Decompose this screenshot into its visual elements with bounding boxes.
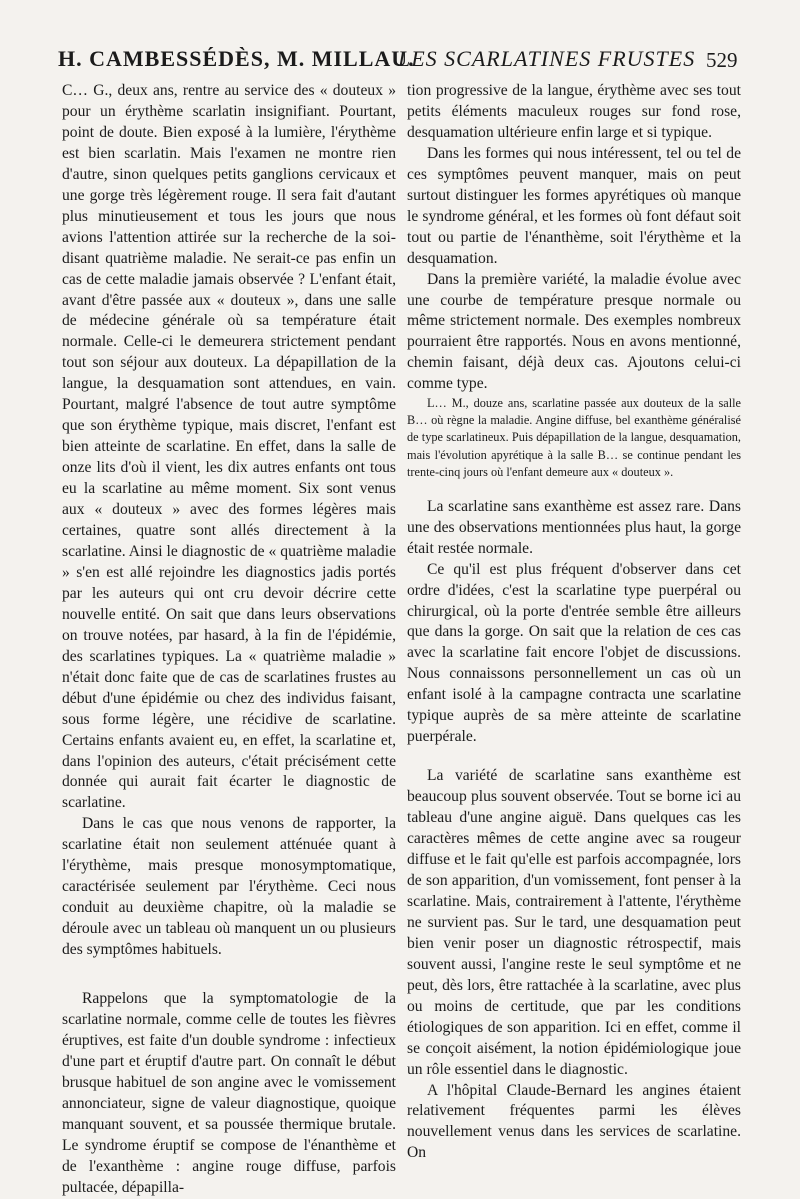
- paragraph: Dans les formes qui nous intéressent, tel ou tel de ces symptômes peuvent manquer, mais on peut surtout distinguer les formes apyrétiques où manque le syndrome général, et les formes où font défaut soit tout ou partie de l'énanthème, soit l'érythème et la desquamation.: [407, 144, 741, 267]
- paragraph: Dans la première variété, la maladie évolue avec une courbe de température presque normale ou même strictement normale. Des exemples nombreux pourraient être rapportés. Nous en avons mentionné, chemin faisant, déjà deux cas. Ajoutons celui-ci comme type.: [407, 270, 741, 393]
- running-header: [58, 40, 748, 80]
- right-column: [407, 81, 741, 1164]
- section-break: [62, 961, 396, 989]
- paragraph: Ce qu'il est plus fréquent d'observer dans cet ordre d'idées, c'est la scarlatine type puerpéral ou chirurgical, où la porte d'entrée semble être ailleurs que dans la gorge. On sait que la relation de ces cas avec la scarlatine fait encore l'objet de discussions. Nous connaissons personnellement un cas où un enfant isolé à la campagne contracta une scarlatine typique auprès de sa mère atteinte de scarlatine puerpérale.: [407, 560, 741, 746]
- paragraph: La variété de scarlatine sans exanthème est beaucoup plus souvent observée. Tout se borne ici au tableau d'une angine aiguë. Dans quelques cas les caractères mêmes de cette angine avec sa rougeur diffuse et le fait qu'elle est parfois accompagnée, lors de son apparition, d'un vomissement, font penser à la scarlatine. Mais, contrairement à l'attente, l'érythème ne survient pas. Sur le tard, une desquamation peut bien venir poser un diagnostic rétrospectif, mais souvent aussi, l'angine reste le seul symptôme et ne peut, dès lors, être rattachée à la scarlatine, avec plus ou moins de certitude, que par les conditions étiologiques de son apparition. Ici en effet, comme il se conçoit aisément, la notion épidémiologique joue un rôle essentiel dans le diagnostic.: [407, 767, 741, 1078]
- case-note: L… M., douze ans, scarlatine passée aux douteux de la salle B… où règne la maladie. Angine diffuse, bel exanthème généralisé de type scarlatineux. Puis dépapillation de la langue, desquamation, mais l'évolution apyrétique à la salle B… se continue pendant les trente-cinq jours où l'enfant demeure aux « douteux ».: [407, 396, 741, 479]
- paragraph: Dans le cas que nous venons de rapporter, la scarlatine était non seulement atténuée quant à l'érythème, mais presque monosymptomatique, caractérisée seulement par l'érythème. Ceci nous conduit au deuxième chapitre, où la maladie se déroule avec un tableau où manquent un ou plusieurs des symptômes habituels.: [62, 815, 396, 959]
- page-number: 529: [706, 48, 738, 72]
- header-title: LES SCARLATINES FRUSTES: [398, 46, 696, 71]
- left-column: [62, 81, 396, 1199]
- paragraph: Rappelons que la symptomatologie de la scarlatine normale, comme celle de toutes les fièvres éruptives, est faite d'un double syndrome : infectieux d'une part et éruptif d'autre part. On connaît le début brusque habituel de son angine avec le vomissement annonciateur, signe de valeur diagnostique, quoique manquant souvent, et sa poussée thermique brutale. Le syndrome éruptif se compose de l'énanthème et de l'exanthème : angine rouge diffuse, parfois pultacée, dépapilla-: [62, 990, 396, 1196]
- paragraph: C… G., deux ans, rentre au service des « douteux » pour un érythème scarlatin insignifiant. Pourtant, point de doute. Bien exposé à la lumière, l'érythème est bien scarlatin. Mais l'examen ne montre rien d'autre, sinon quelques petits ganglions cervicaux et une gorge très légèrement rouge. Il sera fait d'autant plus minutieusement et tous les jours que nous avions l'attention attirée sur la recherche de la soi-disant quatrième maladie. Ne serait-ce pas enfin un cas de cette maladie jamais observée ? L'enfant était, avant d'être passée aux « douteux », dans une salle de médecine générale où sa température était normale. Celle-ci le demeurera strictement pendant tout son séjour aux douteux. La dépapillation de la langue, la desquamation sont attendues, en vain. Pourtant, malgré l'absence de tout autre symptôme que son érythème typique, mais discret, l'enfant est bien atteinte de scarlatine. En effet, dans la salle de onze lits d'où il vient, les dix autres enfants ont tous eu la scarlatine au même moment. Six sont venus aux « douteux » avec des formes légères mais certaines, quatre sont allés directement à la scarlatine. Ainsi le diagnostic de « quatrième maladie » s'en est allé rejoindre les diagnostics jadis portés par les auteurs qui ont cru devoir décrire cette nouvelle entité. On sait que dans leurs observations on trouve notées, par hasard, à la fin de l'épidémie, des scarlatines typiques. La « quatrième maladie » n'était donc faite que de cas de scarlatines frustes au début d'une épidémie ou chez des individus faisant, sous forme légère, une récidive de scarlatine. Certains enfants avaient eu, en effet, la scarlatine et, dans l'opinion des auteurs, c'était précisément cette donnée qui aurait fait écarter le diagnostic de scarlatine.: [62, 82, 396, 812]
- header-authors: H. CAMBESSÉDÈS, M. MILLAU.: [58, 46, 415, 71]
- section-break: [407, 481, 741, 497]
- paragraph: A l'hôpital Claude-Bernard les angines étaient relativement fréquentes parmi les élèves nouvellement venus dans les services de scarlatine. On: [407, 1081, 741, 1162]
- section-break: [407, 748, 741, 766]
- paragraph: La scarlatine sans exanthème est assez rare. Dans une des observations mentionnées plus haut, la gorge était restée normale.: [407, 497, 741, 557]
- paragraph: tion progressive de la langue, érythème avec ses tout petits éléments maculeux rouges sur fond rose, desquamation ultérieure enfin large et si typique.: [407, 82, 741, 141]
